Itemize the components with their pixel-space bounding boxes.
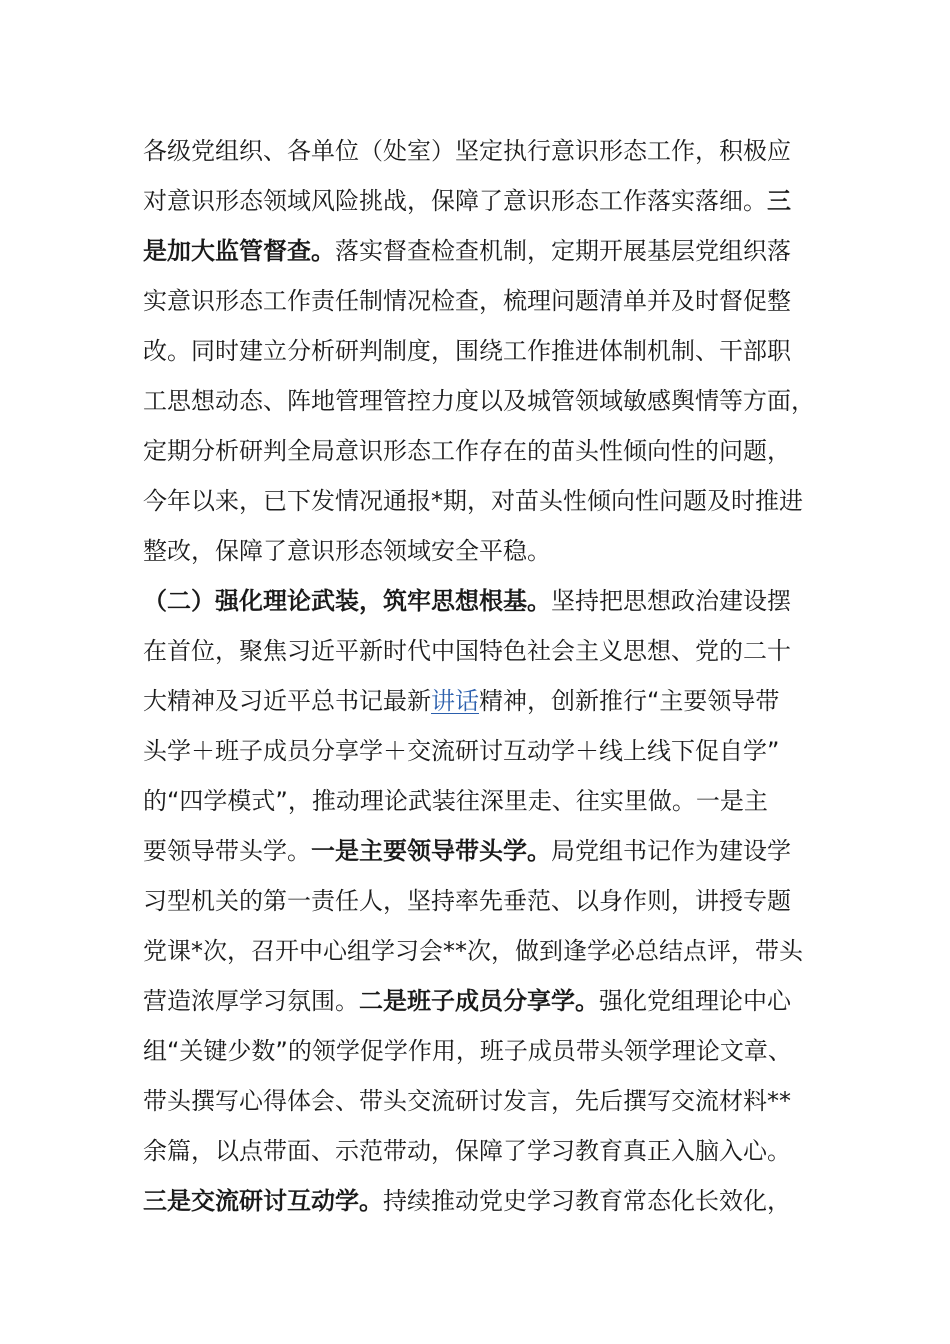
text-line: [143, 376, 823, 426]
text-run: 的“四学模式”，推动理论武装往深里走、往实里做。一是主: [143, 787, 768, 815]
bold-heading-run: 三: [767, 187, 791, 215]
text-line: [143, 776, 823, 826]
text-run: 改。同时建立分析研判制度，围绕工作推进体制机制、干部职: [143, 337, 791, 365]
text-run: 要领导带头学。: [143, 837, 311, 865]
text-line: [143, 1126, 823, 1176]
text-line: [143, 276, 823, 326]
text-line: [143, 326, 823, 376]
text-line: [143, 426, 823, 476]
text-run: 对意识形态领域风险挑战，保障了意识形态工作落实落细。: [143, 187, 767, 215]
text-run: 头学＋班子成员分享学＋交流研讨互动学＋线上线下促自学”: [143, 737, 780, 765]
text-run: 今年以来，已下发情况通报*期，对苗头性倾向性问题及时推进: [143, 487, 803, 515]
text-line: [143, 876, 823, 926]
text-run: 余篇，以点带面、示范带动，保障了学习教育真正入脑入心。: [143, 1137, 791, 1165]
text-line: [143, 976, 823, 1026]
text-run: 强化党组理论中心: [599, 987, 791, 1015]
text-run: 习型机关的第一责任人，坚持率先垂范、以身作则，讲授专题: [143, 887, 791, 915]
text-run: 在首位，聚焦习近平新时代中国特色社会主义思想、党的二十: [143, 637, 791, 665]
text-line: [143, 126, 823, 176]
text-line: [143, 526, 823, 576]
bold-heading-run: 二是班子成员分享学。: [359, 987, 599, 1015]
text-run: 坚持把思想政治建设摆: [551, 587, 791, 615]
text-run: 落实督查检查机制，定期开展基层党组织落: [335, 237, 791, 265]
bold-heading-run: 是加大监管督查。: [143, 237, 335, 265]
text-line: [143, 726, 823, 776]
text-run: 局党组书记作为建设学: [551, 837, 791, 865]
bold-heading-run: 三是交流研讨互动学。: [143, 1187, 383, 1215]
text-line: [143, 676, 823, 726]
text-run: 组“关键少数”的领学促学作用，班子成员带头领学理论文章、: [143, 1037, 792, 1065]
text-line: [143, 576, 823, 626]
text-run: 党课*次，召开中心组学习会**次，做到逢学必总结点评，带头: [143, 937, 803, 965]
section-heading: （二）强化理论武装，筑牢思想根基。: [143, 587, 551, 615]
bold-heading-run: 一是主要领导带头学。: [311, 837, 551, 865]
text-run: 营造浓厚学习氛围。: [143, 987, 359, 1015]
text-line: [143, 176, 823, 226]
text-line: [143, 1176, 823, 1226]
text-run: 整改，保障了意识形态领域安全平稳。: [143, 537, 551, 565]
text-run: 精神，创新推行“主要领导带: [479, 687, 780, 715]
text-line: [143, 226, 823, 276]
text-run: 各级党组织、各单位（处室）坚定执行意识形态工作，积极应: [143, 137, 791, 165]
text-line: [143, 476, 823, 526]
text-run: 带头撰写心得体会、带头交流研讨发言，先后撰写交流材料**: [143, 1087, 791, 1115]
text-run: 大精神及习近平总书记最新: [143, 687, 431, 715]
text-line: [143, 1076, 823, 1126]
speech-link[interactable]: 讲话: [431, 687, 479, 715]
text-line: [143, 826, 823, 876]
text-run: 定期分析研判全局意识形态工作存在的苗头性倾向性的问题，: [143, 437, 791, 465]
text-run: 实意识形态工作责任制情况检查，梳理问题清单并及时督促整: [143, 287, 791, 315]
text-run: 工思想动态、阵地管理管控力度以及城管领域敏感舆情等方面，: [143, 387, 815, 415]
document-body: [143, 126, 823, 1226]
text-line: [143, 626, 823, 676]
text-line: [143, 926, 823, 976]
text-line: [143, 1026, 823, 1076]
text-run: 持续推动党史学习教育常态化长效化，: [383, 1187, 791, 1215]
